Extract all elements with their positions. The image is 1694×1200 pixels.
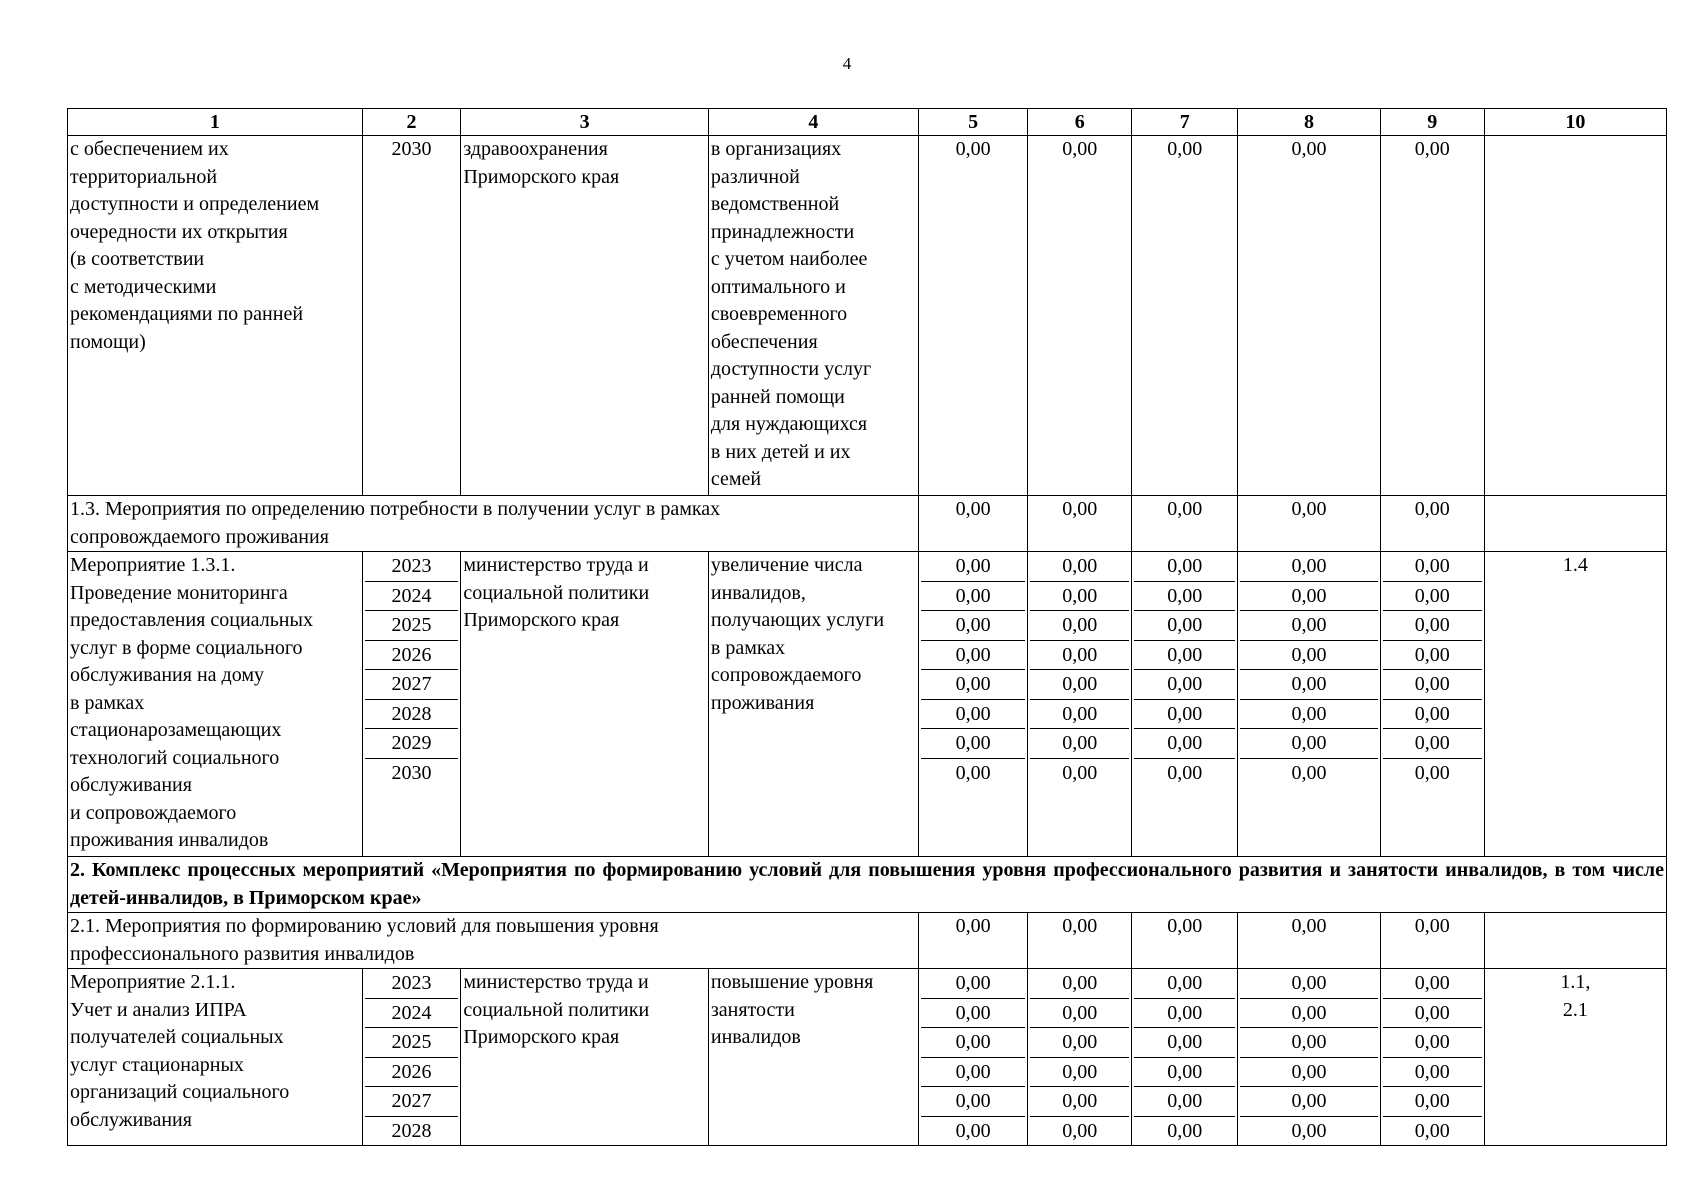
value: 0,00 (1167, 972, 1203, 994)
value-cell: 0,00 (1028, 496, 1132, 552)
value: 0,00 (921, 669, 1025, 699)
value: 0,00 (1291, 555, 1327, 577)
value: 0,00 (921, 581, 1025, 611)
value-cell: 0,00 (1132, 913, 1238, 969)
value: 0,00 (1030, 1116, 1129, 1146)
value: 0,00 (1240, 1116, 1378, 1146)
value-cell: 0,00 (1380, 913, 1484, 969)
values-col-8 (1238, 552, 1381, 857)
activity-name: Мероприятие 2.1.1. Учет и анализ ИПРА получателей социальных услуг стационарных организаций социального обслуживания (68, 969, 363, 1146)
value: 0,00 (1383, 758, 1482, 788)
value: 0,00 (955, 555, 991, 577)
value: 0,00 (1414, 972, 1450, 994)
value: 0,00 (955, 972, 991, 994)
value: 0,00 (921, 1086, 1025, 1116)
column-header: 9 (1380, 109, 1484, 136)
value: 0,00 (1240, 610, 1378, 640)
column-header: 5 (918, 109, 1027, 136)
value: 0,00 (1383, 998, 1482, 1028)
year-value: 2024 (365, 581, 459, 611)
value: 0,00 (1240, 669, 1378, 699)
value-cell: 0,00 (918, 913, 1027, 969)
value: 0,00 (1134, 728, 1235, 758)
executor-cell: министерство труда и социальной политики Приморского края (461, 969, 709, 1146)
section-row-2-1 (68, 913, 1667, 969)
result-cell: повышение уровня занятости инвалидов (708, 969, 918, 1146)
value: 0,00 (1030, 699, 1129, 729)
value-cell: 0,00 (918, 496, 1027, 552)
value-cell: 0,00 (1238, 136, 1381, 496)
goal-cell: 1.4 (1484, 552, 1666, 857)
value: 0,00 (1414, 555, 1450, 577)
value: 0,00 (1030, 998, 1129, 1028)
value-cell: 0,00 (1238, 913, 1381, 969)
value: 0,00 (1134, 1116, 1235, 1146)
value: 0,00 (1167, 555, 1203, 577)
year-value: 2028 (365, 699, 459, 729)
value: 0,00 (1134, 1027, 1235, 1057)
column-header: 6 (1028, 109, 1132, 136)
section-row-1-3 (68, 496, 1667, 552)
program-activities-table (67, 108, 1667, 1146)
value: 0,00 (1240, 758, 1378, 788)
value-cell: 0,00 (1380, 136, 1484, 496)
value: 0,00 (1240, 581, 1378, 611)
value: 0,00 (1383, 581, 1482, 611)
value: 0,00 (1030, 610, 1129, 640)
values-col-6 (1028, 969, 1132, 1146)
value: 0,00 (1383, 699, 1482, 729)
value: 0,00 (1383, 669, 1482, 699)
value-cell: 0,00 (1238, 496, 1381, 552)
value: 0,00 (1240, 699, 1378, 729)
year-value: 2023 (391, 972, 432, 994)
section-title: 1.3. Мероприятия по определению потребности в получении услуг в рамках сопровождаемого проживания (68, 496, 919, 552)
value: 0,00 (1030, 640, 1129, 670)
value: 0,00 (1134, 640, 1235, 670)
column-header: 10 (1484, 109, 1666, 136)
value: 0,00 (1030, 728, 1129, 758)
years-cell (362, 552, 461, 857)
page-number: 4 (842, 54, 852, 73)
value-cell: 0,00 (1028, 913, 1132, 969)
activity-name: с обеспечением их территориальной доступности и определением очередности их открытия (в соответствии с методическими рекомендациями по ранней помощи) (68, 136, 363, 496)
values-col-9 (1380, 969, 1484, 1146)
year-value: 2025 (365, 610, 459, 640)
value: 0,00 (1030, 1086, 1129, 1116)
values-col-7 (1132, 969, 1238, 1146)
value: 0,00 (921, 998, 1025, 1028)
values-col-8 (1238, 969, 1381, 1146)
value: 0,00 (1134, 610, 1235, 640)
value: 0,00 (1383, 1086, 1482, 1116)
complex-row-2 (68, 857, 1667, 913)
value-cell: 0,00 (918, 136, 1027, 496)
value: 0,00 (1062, 555, 1098, 577)
value-cell: 0,00 (1132, 136, 1238, 496)
continuation-row (68, 136, 1667, 496)
values-col-5 (918, 552, 1027, 857)
value: 0,00 (1030, 669, 1129, 699)
value: 0,00 (921, 1027, 1025, 1057)
column-header: 8 (1238, 109, 1381, 136)
year-value: 2029 (365, 728, 459, 758)
value: 0,00 (1291, 972, 1327, 994)
value: 0,00 (921, 699, 1025, 729)
executor-cell: здравоохранения Приморского края (461, 136, 709, 496)
column-header: 3 (461, 109, 709, 136)
value: 0,00 (1240, 1086, 1378, 1116)
value: 0,00 (921, 1116, 1025, 1146)
year-value: 2030 (365, 758, 459, 788)
value: 0,00 (1030, 1057, 1129, 1087)
value: 0,00 (1240, 1027, 1378, 1057)
value: 0,00 (1383, 1116, 1482, 1146)
year-value: 2025 (365, 1027, 459, 1057)
goal-cell: 1.1, 2.1 (1484, 969, 1666, 1146)
column-header: 1 (68, 109, 363, 136)
value: 0,00 (1240, 1057, 1378, 1087)
activity-row-1-3-1 (68, 552, 1667, 857)
value: 0,00 (921, 1057, 1025, 1087)
activity-row-2-1-1 (68, 969, 1667, 1146)
value: 0,00 (1134, 758, 1235, 788)
value: 0,00 (921, 640, 1025, 670)
complex-title: 2. Комплекс процессных мероприятий «Мероприятия по формированию условий для повышения уровня профессионального развития и занятости инвалидов, в том числе детей-инвалидов, в Приморском крае» (68, 857, 1667, 913)
column-header: 4 (708, 109, 918, 136)
executor-cell: министерство труда и социальной политики Приморского края (461, 552, 709, 857)
value: 0,00 (921, 610, 1025, 640)
value: 0,00 (1134, 581, 1235, 611)
goal-cell (1484, 913, 1666, 969)
goal-cell (1484, 136, 1666, 496)
values-col-9 (1380, 552, 1484, 857)
year-value: 2026 (365, 640, 459, 670)
year-value: 2027 (365, 669, 459, 699)
value: 0,00 (1030, 758, 1129, 788)
value: 0,00 (1240, 728, 1378, 758)
year-value: 2027 (365, 1086, 459, 1116)
value: 0,00 (1383, 728, 1482, 758)
value-cell: 0,00 (1380, 496, 1484, 552)
year-value: 2023 (391, 555, 432, 577)
column-header: 2 (362, 109, 461, 136)
value: 0,00 (1134, 1057, 1235, 1087)
value: 0,00 (1062, 972, 1098, 994)
value: 0,00 (1240, 640, 1378, 670)
section-title: 2.1. Мероприятия по формированию условий для повышения уровня профессионального развития инвалидов (68, 913, 919, 969)
value: 0,00 (1134, 1086, 1235, 1116)
values-col-6 (1028, 552, 1132, 857)
value: 0,00 (1383, 1027, 1482, 1057)
values-col-5 (918, 969, 1027, 1146)
values-col-7 (1132, 552, 1238, 857)
value: 0,00 (1383, 610, 1482, 640)
column-header: 7 (1132, 109, 1238, 136)
year-value: 2024 (365, 998, 459, 1028)
value: 0,00 (1134, 669, 1235, 699)
goal-cell (1484, 496, 1666, 552)
year-value: 2026 (365, 1057, 459, 1087)
value: 0,00 (1030, 581, 1129, 611)
year-value: 2028 (365, 1116, 459, 1146)
value: 0,00 (1134, 699, 1235, 729)
value: 0,00 (921, 758, 1025, 788)
column-number-row (68, 109, 1667, 136)
value: 0,00 (1383, 640, 1482, 670)
years-cell (362, 969, 461, 1146)
value: 0,00 (1134, 998, 1235, 1028)
value: 0,00 (1383, 1057, 1482, 1087)
value: 0,00 (1030, 1027, 1129, 1057)
value-cell: 0,00 (1028, 136, 1132, 496)
value-cell: 0,00 (1132, 496, 1238, 552)
value: 0,00 (921, 728, 1025, 758)
value: 0,00 (1240, 998, 1378, 1028)
result-cell: увеличение числа инвалидов, получающих услуги в рамках сопровождаемого проживания (708, 552, 918, 857)
result-cell: в организациях различной ведомственной принадлежности с учетом наиболее оптимального и своевременного обеспечения доступности услуг ранней помощи для нуждающихся в них детей и их семей (708, 136, 918, 496)
activity-name: Мероприятие 1.3.1. Проведение мониторинга предоставления социальных услуг в форме социального обслуживания на дому в рамках стационарозамещающих технологий социального обслуживания и сопровождаемого проживания инвалидов (68, 552, 363, 857)
year-cell: 2030 (362, 136, 461, 496)
